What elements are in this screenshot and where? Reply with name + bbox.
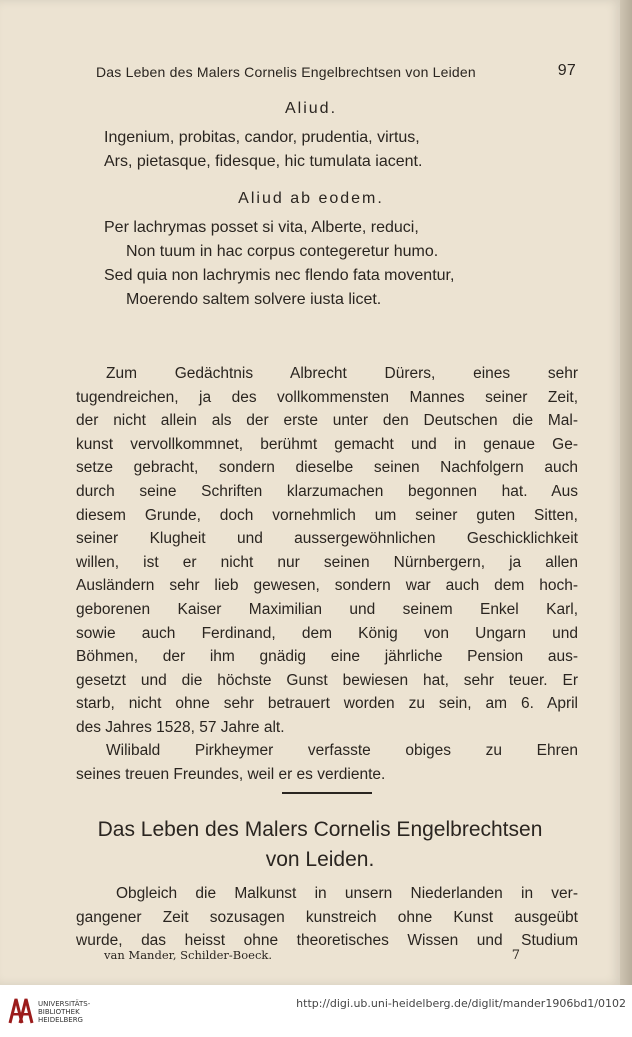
verse-line: Non tuum in hac corpus contegeretur humo. bbox=[126, 243, 439, 260]
prose-line: der nicht allein als der erste unter den Deutschen die Mal- bbox=[76, 412, 578, 430]
verse-line: Ars, pietasque, fidesque, hic tumulata iacent. bbox=[104, 153, 423, 170]
prose-line: starb, nicht ohne sehr betrauert worden zu sein, am 6. April bbox=[76, 695, 578, 713]
signature-line bbox=[104, 948, 520, 962]
signature-mark: 7 bbox=[511, 948, 520, 963]
poem2 bbox=[104, 216, 524, 312]
paragraph-pirkheymer bbox=[76, 739, 578, 786]
prose-line: Obgleich die Malkunst in unsern Niederlanden in ver- bbox=[116, 885, 578, 902]
prose-line: kunst vervollkommnet, berühmt gemacht und in genaue Ge- bbox=[76, 435, 578, 453]
running-header bbox=[96, 64, 576, 80]
prose-line: willen, ist er nicht nur seinen Nürnbergern, ja allen bbox=[76, 553, 578, 571]
signature-text: van Mander, Schilder-Boeck. bbox=[104, 948, 273, 962]
prose-line: sowie auch Ferdinand, dem König von Ungarn und bbox=[76, 624, 578, 642]
prose-line: setze gebracht, sondern dieselbe seinen Nachfolgern auch bbox=[76, 459, 578, 477]
library-name-line: BIBLIOTHEK bbox=[38, 1008, 80, 1016]
prose-line: tugendreichen, ja des vollkommensten Mannes seiner Zeit, bbox=[76, 388, 578, 406]
verse-line: Ingenium, probitas, candor, prudentia, virtus, bbox=[104, 129, 420, 146]
prose-line: Wilibald Pirkheymer verfasste obiges zu Ehren bbox=[106, 742, 578, 759]
permalink-url[interactable]: http://digi.ub.uni-heidelberg.de/diglit/mander1906bd1/0102 bbox=[296, 997, 626, 1010]
viewer-footer-bar bbox=[0, 985, 632, 1037]
poem2-title: Aliud ab eodem. bbox=[238, 190, 384, 207]
prose-line: seines treuen Freundes, weil er es verdiente. bbox=[76, 765, 386, 783]
library-logo-icon[interactable] bbox=[8, 995, 34, 1025]
library-name bbox=[38, 1000, 90, 1024]
paragraph-duerer bbox=[76, 362, 578, 740]
prose-line: Böhmen, der ihm gnädig eine jährliche Pension aus- bbox=[76, 648, 578, 666]
page-edge bbox=[620, 0, 632, 985]
poem1-title: Aliud. bbox=[284, 100, 338, 117]
prose-line: geborenen Kaiser Maximilian und seinem Enkel Karl, bbox=[76, 600, 578, 618]
verse-line: Sed quia non lachrymis nec flendo fata moventur, bbox=[104, 267, 455, 284]
prose-line: des Jahres 1528, 57 Jahre alt. bbox=[76, 718, 285, 736]
library-name-line: HEIDELBERG bbox=[38, 1016, 83, 1024]
paragraph-engelbrechtsen bbox=[76, 882, 578, 953]
chapter-title-line: Das Leben des Malers Cornelis Engelbrechtsen bbox=[97, 818, 543, 841]
running-title: Das Leben des Malers Cornelis Engelbrechtsen von Leiden bbox=[96, 64, 476, 80]
poem1 bbox=[104, 126, 524, 174]
verse-line: Moerendo saltem solvere iusta licet. bbox=[126, 291, 382, 308]
library-name-line: UNIVERSITÄTS- bbox=[38, 1000, 91, 1008]
verse-line: Per lachrymas posset si vita, Alberte, reduci, bbox=[104, 219, 419, 236]
chapter-title-line: von Leiden. bbox=[265, 848, 375, 871]
prose-line: Ausländern sehr lieb gewesen, sondern war auch dem hoch- bbox=[76, 577, 578, 595]
prose-line: Zum Gedächtnis Albrecht Dürers, eines sehr bbox=[106, 365, 578, 382]
prose-line: gesetzt und die höchste Gunst bewiesen hat, sehr teuer. Er bbox=[76, 671, 578, 689]
prose-line: durch seine Schriften klarzumachen begonnen hat. Aus bbox=[76, 482, 578, 500]
chapter-title bbox=[0, 815, 632, 875]
prose-line: wurde, das heisst ohne theoretisches Wissen und Studium bbox=[76, 932, 578, 950]
prose-line: diesem Grunde, doch vornehmlich um seiner guten Sitten, bbox=[76, 506, 578, 524]
prose-line: seiner Klugheit und aussergewöhnlichen Geschicklichkeit bbox=[76, 530, 578, 548]
section-divider bbox=[282, 792, 372, 794]
prose-line: gangener Zeit sozusagen kunstreich ohne Kunst ausgeübt bbox=[76, 908, 578, 926]
page-number: 97 bbox=[557, 62, 576, 79]
